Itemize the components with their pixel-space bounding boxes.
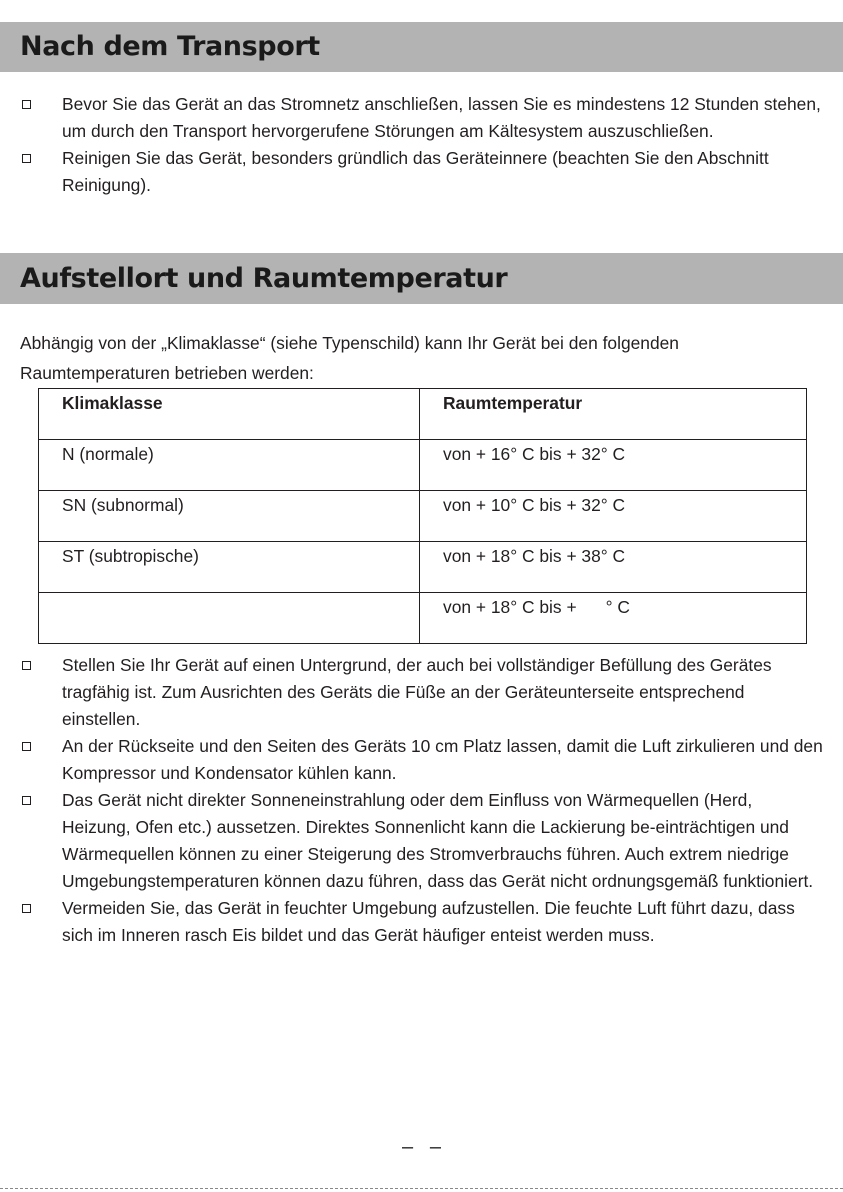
page-number: – –	[402, 1136, 441, 1158]
section-header-transport	[0, 22, 843, 72]
checkbox-bullet-icon	[22, 796, 31, 805]
table-cell: von + 18° C bis + 38° C	[420, 542, 807, 593]
checkbox-bullet-icon	[22, 742, 31, 751]
list-item	[0, 733, 843, 787]
transport-bullet-list	[0, 91, 843, 199]
table-row	[39, 542, 807, 593]
table-row	[39, 491, 807, 542]
table-cell: von + 10° C bis + 32° C	[420, 491, 807, 542]
table-cell: SN (subnormal)	[39, 491, 420, 542]
intro-paragraph: Abhängig von der „Klimaklasse“ (siehe Typenschild) kann Ihr Gerät bei den folgenden Raumtemperaturen betrieben werden:	[20, 333, 679, 383]
table-cell: von + 16° C bis + 32° C	[420, 440, 807, 491]
list-item	[0, 652, 843, 733]
page-bottom-divider	[0, 1188, 843, 1189]
table-header-row	[39, 389, 807, 440]
table-row	[39, 593, 807, 644]
list-item	[0, 145, 843, 199]
list-item	[0, 895, 843, 949]
bullet-text: Bevor Sie das Gerät an das Stromnetz anschließen, lassen Sie es mindestens 12 Stunden stehen, um durch den Transport hervorgerufene Störungen am Kältesystem auszuschließen.	[62, 94, 821, 141]
bullet-text: Reinigen Sie das Gerät, besonders gründlich das Geräteinnere (beachten Sie den Abschnitt Reinigung).	[62, 148, 769, 195]
bullet-text: Stellen Sie Ihr Gerät auf einen Untergrund, der auch bei vollständiger Befüllung des Gerätes tragfähig ist. Zum Ausrichten des Geräts die Füße an der Geräteunterseite entsprechend einstellen.	[62, 655, 772, 729]
bullet-text: An der Rückseite und den Seiten des Geräts 10 cm Platz lassen, damit die Luft zirkulieren und den Kompressor und Kondensator kühlen kann.	[62, 736, 823, 783]
table-header-raumtemperatur: Raumtemperatur	[420, 389, 807, 440]
table-cell	[39, 593, 420, 644]
table-row	[39, 440, 807, 491]
placement-bullet-list	[0, 652, 843, 949]
section-title-aufstellort: Aufstellort und Raumtemperatur	[20, 263, 508, 294]
bullet-text: Das Gerät nicht direkter Sonneneinstrahlung oder dem Einfluss von Wärmequellen (Herd, Heizung, Ofen etc.) aussetzen. Direktes Sonnenlicht kann die Lackierung be-einträchtigen und Wärmequellen können zu einer Steigerung des Stromverbrauchs führen. Auch extrem niedrige Umgebungstemperaturen können dazu führen, dass das Gerät nicht ordnungsgemäß funktioniert.	[62, 790, 814, 891]
list-item	[0, 787, 843, 895]
table-cell: ST (subtropische)	[39, 542, 420, 593]
section-header-aufstellort	[0, 253, 843, 304]
climate-class-table	[38, 388, 807, 644]
checkbox-bullet-icon	[22, 661, 31, 670]
table-cell: N (normale)	[39, 440, 420, 491]
table-cell: von + 18° C bis + ° C	[420, 593, 807, 644]
table-header-klimaklasse: Klimaklasse	[39, 389, 420, 440]
checkbox-bullet-icon	[22, 154, 31, 163]
section-title-transport: Nach dem Transport	[20, 31, 320, 62]
checkbox-bullet-icon	[22, 100, 31, 109]
bullet-text: Vermeiden Sie, das Gerät in feuchter Umgebung aufzustellen. Die feuchte Luft führt dazu, dass sich im Inneren rasch Eis bildet und das Gerät häufiger enteist werden muss.	[62, 898, 795, 945]
list-item	[0, 91, 843, 145]
checkbox-bullet-icon	[22, 904, 31, 913]
